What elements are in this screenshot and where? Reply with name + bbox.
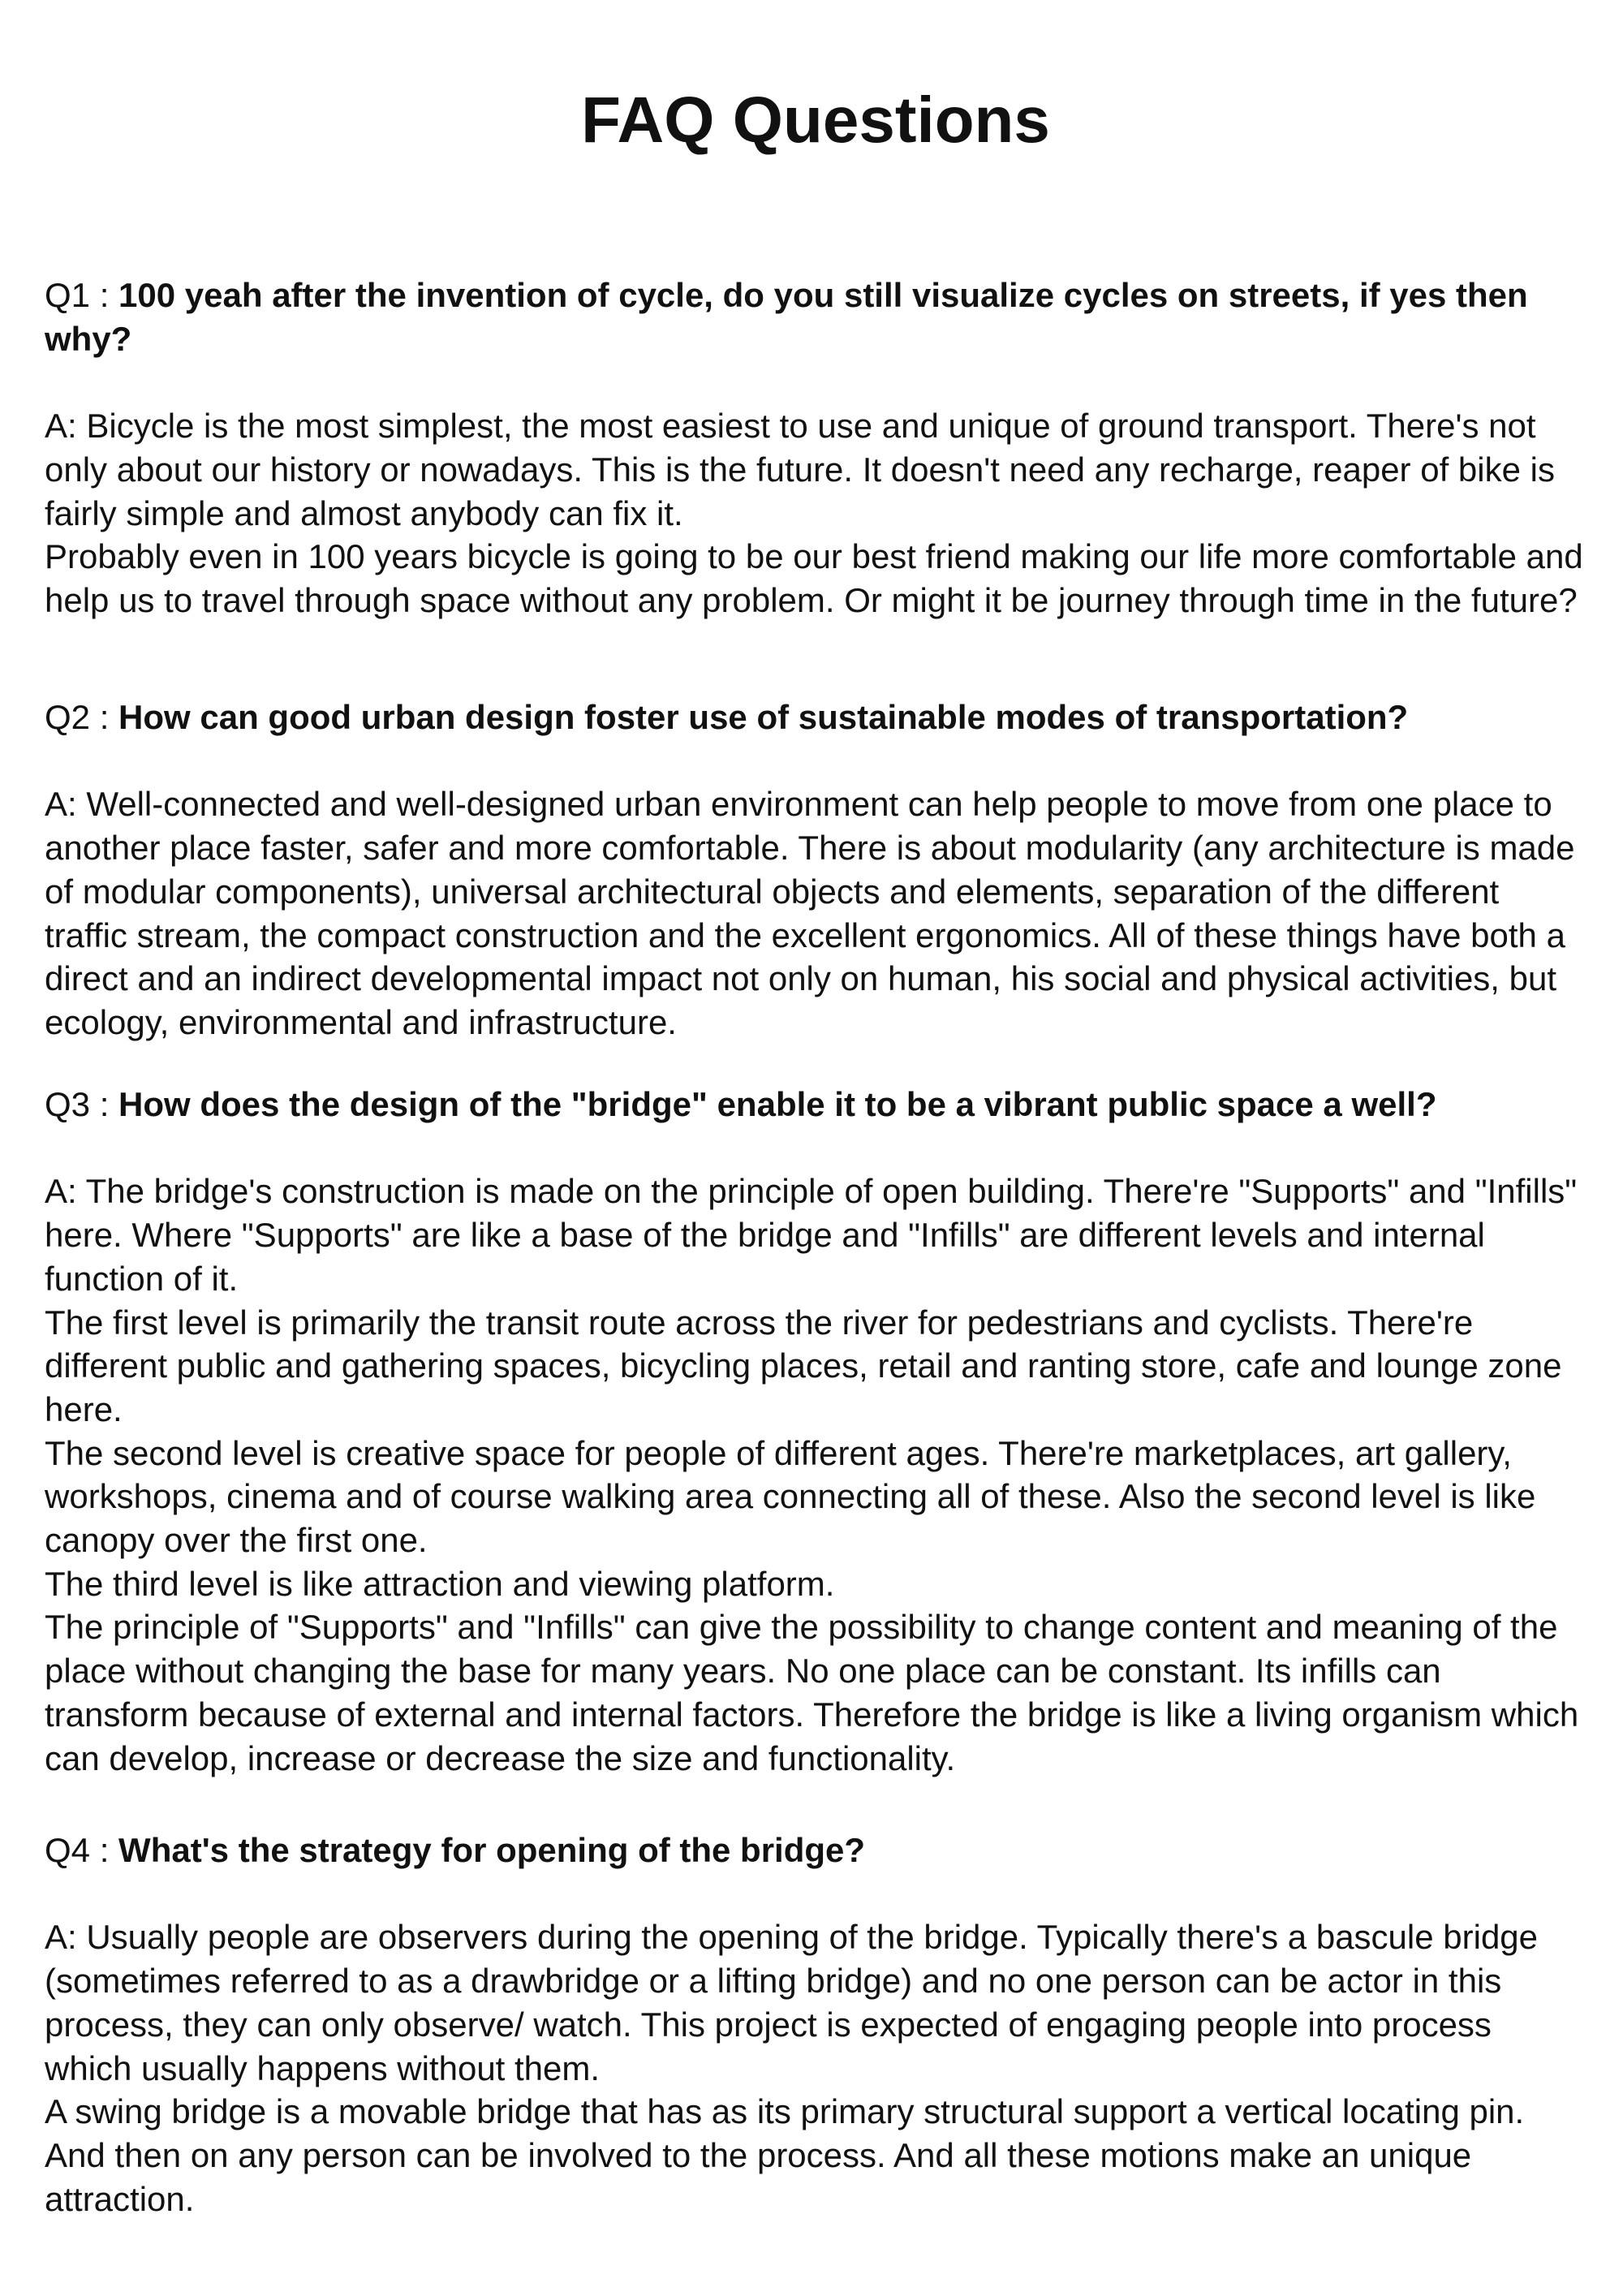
answer-paragraph: The third level is like attraction and viewing platform.	[45, 1564, 835, 1603]
question-label: Q1 :	[45, 276, 119, 314]
question-2	[45, 696, 1586, 739]
question-3	[45, 1083, 1586, 1126]
answer-paragraph: The principle of "Supports" and "Infills" can give the possibility to change content and meaning of the place without changing the base for many years. No one place can be constant. Its infills can transform because of external and internal factors. Therefore the bridge is like a living organism which can develop, increase or decrease the size and functionality.	[45, 1608, 1579, 1777]
question-text: How does the design of the "bridge" enable it to be a vibrant public space a well?	[118, 1085, 1437, 1123]
answer-paragraph: A swing bridge is a movable bridge that has as its primary structural support a vertical locating pin. And then on any person can be involved to the process. And all these motions make an unique attraction.	[45, 2092, 1525, 2218]
faq-item-2	[45, 696, 1586, 1045]
answer-paragraph: A: Bicycle is the most simplest, the most easiest to use and unique of ground transport. There's not only about our history or nowadays. This is the future. It doesn't need any recharge, reaper of bike is fairly simple and almost anybody can fix it.	[45, 407, 1555, 532]
answer-paragraph: The first level is primarily the transit route across the river for pedestrians and cyclists. There're different public and gathering spaces, bicycling places, retail and ranting store, cafe and lounge zone here.	[45, 1303, 1562, 1428]
answer-2	[45, 782, 1586, 1044]
answer-paragraph: A: Well-connected and well-designed urban environment can help people to move from one place to another place faster, safer and more comfortable. There is about modularity (any architecture is made of modular components), universal architectural objects and elements, separation of the different traffic stream, the compact construction and the excellent ergonomics. All of these things have both a direct and an indirect developmental impact not only on human, his social and physical activities, but ecology, environmental and infrastructure.	[45, 785, 1575, 1041]
faq-item-3	[45, 1083, 1586, 1780]
page-title: FAQ Questions	[581, 84, 1050, 156]
question-text: What's the strategy for opening of the bridge?	[118, 1831, 866, 1869]
faq-item-1	[45, 274, 1586, 622]
question-label: Q3 :	[45, 1085, 119, 1123]
question-4	[45, 1829, 1586, 1872]
faq-item-4	[45, 1829, 1586, 2221]
answer-3	[45, 1170, 1586, 1780]
answer-paragraph: The second level is creative space for people of different ages. There're marketplaces, art gallery, workshops, cinema and of course walking area connecting all of these. Also the second level is like canopy over the first one.	[45, 1433, 1536, 1560]
question-text: How can good urban design foster use of sustainable modes of transportation?	[118, 698, 1409, 736]
answer-1	[45, 404, 1586, 622]
answer-paragraph: A: Usually people are observers during the opening of the bridge. Typically there's a bascule bridge (sometimes referred to as a drawbridge or a lifting bridge) and no one person can be actor in this process, they can only observe/ watch. This project is expected of engaging people into process which usually happens without them.	[45, 1918, 1539, 2087]
answer-4	[45, 1915, 1586, 2221]
question-label: Q2 :	[45, 698, 119, 736]
question-1	[45, 274, 1586, 360]
question-label: Q4 :	[45, 1831, 119, 1869]
answer-paragraph: A: The bridge's construction is made on the principle of open building. There're "Supports" and "Infills" here. Where "Supports" are like a base of the bridge and "Infills" are different levels and internal function of it.	[45, 1172, 1578, 1298]
question-text: 100 yeah after the invention of cycle, do you still visualize cycles on streets, if yes then why?	[45, 276, 1528, 358]
answer-paragraph: Probably even in 100 years bicycle is going to be our best friend making our life more comfortable and help us to travel through space without any problem. Or might it be journey through time in the future?	[45, 537, 1583, 619]
